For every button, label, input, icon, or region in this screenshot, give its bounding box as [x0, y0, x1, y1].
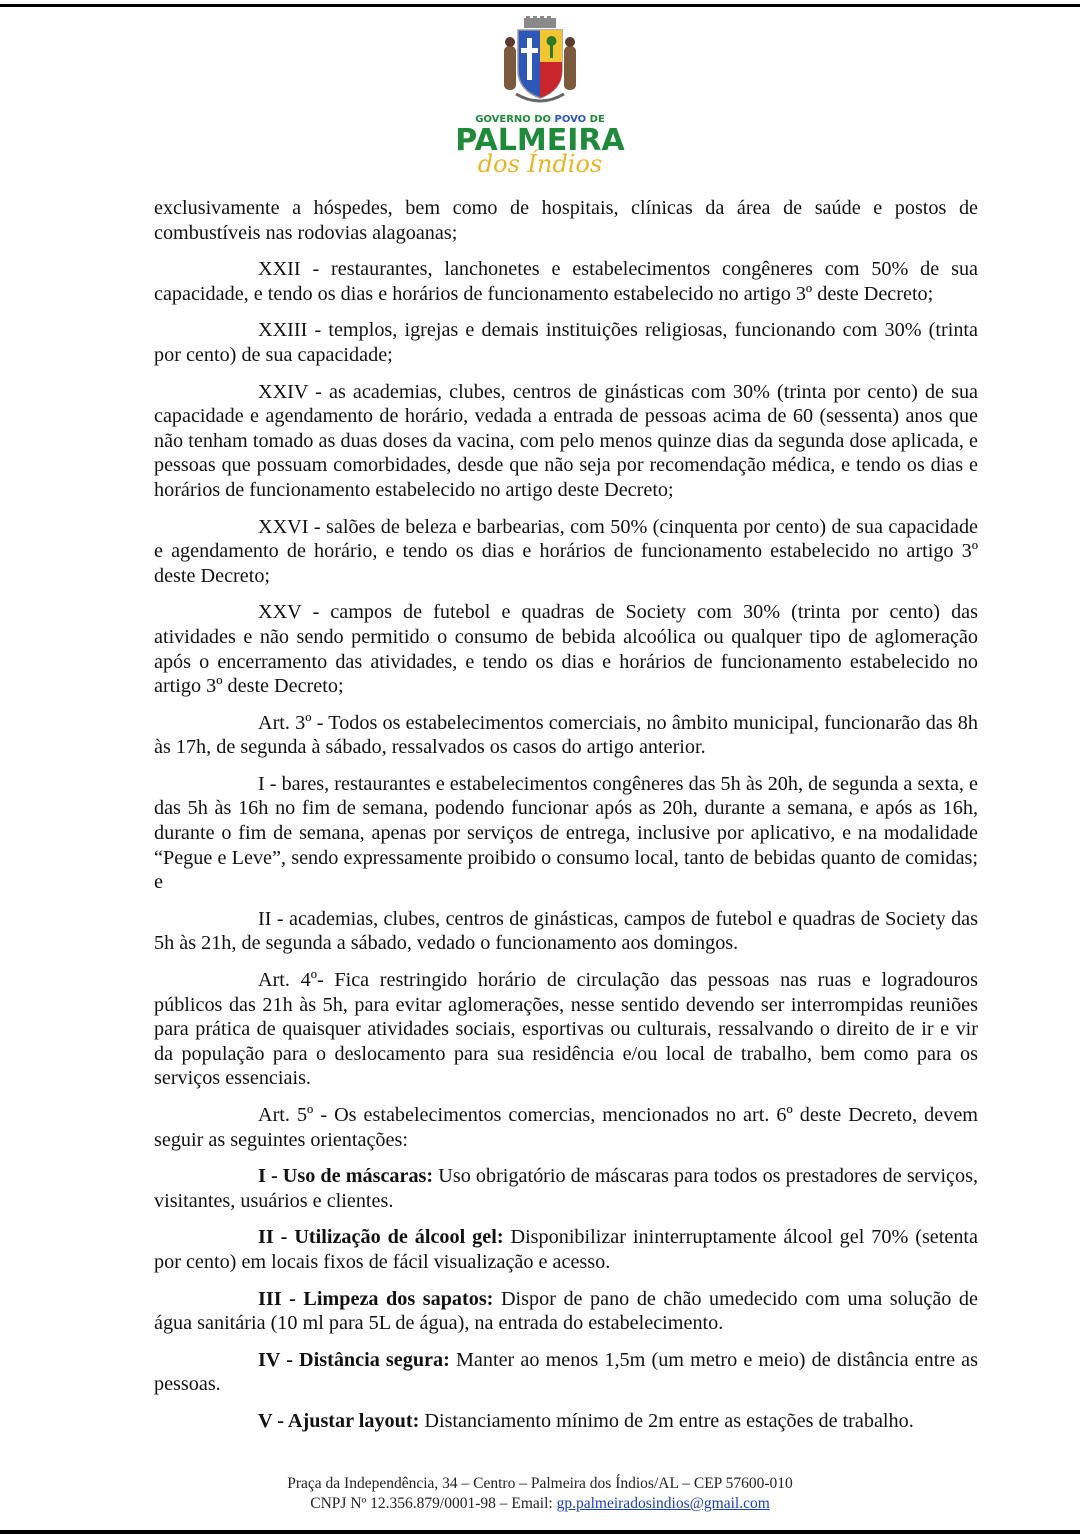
paragraph	[154, 1103, 978, 1152]
paragraph-text: Art. 5º - Os estabelecimentos comercias, mencionados no art. 6º deste Decreto, devem seguir as seguintes orientações:	[154, 1104, 978, 1151]
paragraph-heading: V - Ajustar layout:	[258, 1409, 420, 1432]
paragraph-text: XXVI - salões de beleza e barbearias, com 50% (cinquenta por cento) de sua capacidade e agendamento de horário, e tendo os dias e horários de funcionamento estabelecido no artigo 3º deste Decreto;	[154, 515, 978, 587]
logo-line1-suffix: DE	[586, 114, 605, 125]
footer-address: Praça da Independência, 34 – Centro – Palmeira dos Índios/AL – CEP 57600-010	[287, 1475, 793, 1492]
paragraph	[154, 1164, 978, 1213]
paragraph-text: Art. 3º - Todos os estabelecimentos comerciais, no âmbito municipal, funcionarão das 8h às 17h, de segunda à sábado, ressalvados os casos do artigo anterior.	[154, 711, 978, 759]
page-footer	[0, 1474, 1080, 1514]
paragraph	[154, 600, 978, 698]
logo-line1-prefix: GOVERNO DO	[475, 114, 555, 125]
paragraph-text: I - bares, restaurantes e estabelecimentos congêneres das 5h às 20h, de segunda a sexta, e das 5h às 16h no fim de semana, podendo funcionar após as 20h, durante a semana, e após as 16h, durante o fim de semana, apenas por serviços de entrega, inclusive por aplicativo, e na modalidade “Pegue e Leve”, sendo expressamente proibido o consumo local, tanto de bebidas quanto de comidas; e	[154, 772, 978, 894]
footer-email-link[interactable]: gp.palmeiradosindios@gmail.com	[556, 1495, 770, 1512]
header-logo	[452, 16, 628, 176]
paragraph	[154, 1225, 978, 1274]
paragraph-text: II - academias, clubes, centros de ginásticas, campos de futebol e quadras de Society das 5h às 21h, de segunda a sábado, vedado o funcionamento aos domingos.	[154, 907, 978, 955]
paragraph-heading: I - Uso de máscaras:	[258, 1165, 434, 1188]
paragraph-text: Manter ao menos 1,5m (um metro e meio) de distância entre as pessoas.	[154, 1348, 978, 1396]
paragraph-text: Disponibilizar ininterruptamente álcool gel 70% (setenta por cento) em locais fixos de fácil visualização e acesso.	[154, 1226, 978, 1273]
paragraph	[154, 1409, 978, 1434]
top-border-rule	[0, 4, 1080, 7]
logo-subtitle: dos Índios	[477, 150, 603, 176]
paragraph	[154, 772, 978, 895]
paragraph-text: XXIV - as academias, clubes, centros de ginásticas com 30% (trinta por cento) de sua capacidade e agendamento de horário, vedada a entrada de pessoas acima de 60 (sessenta) anos que não tenham tomado as duas doses da vacina, com pelo menos quinze dias da segunda dose aplicada, e pessoas que possuam comorbidades, desde que não seja por recomendação médica, e tendo os dias e horários de funcionamento estabelecido no artigo deste Decreto;	[154, 380, 978, 501]
footer-contact	[0, 1494, 1080, 1514]
logo-line1-highlight: POVO	[554, 114, 587, 125]
paragraph	[154, 380, 978, 503]
paragraph	[154, 196, 978, 245]
paragraph-heading: IV - Distância segura:	[258, 1348, 450, 1371]
paragraph-text: XXIII - templos, igrejas e demais instituições religiosas, funcionando com 30% (trinta por cento) de sua capacidade;	[154, 319, 978, 366]
paragraph	[154, 257, 978, 306]
paragraph	[154, 968, 978, 1091]
paragraph-text: XXII - restaurantes, lanchonetes e estabelecimentos congêneres com 50% de sua capacidade, e tendo os dias e horários de funcionamento estabelecido no artigo 3º deste Decreto;	[154, 258, 978, 305]
footer-cnpj: CNPJ Nº 12.356.879/0001-98 – Email:	[310, 1495, 557, 1512]
paragraph-heading: III - Limpeza dos sapatos:	[258, 1287, 494, 1310]
paragraph-heading: II - Utilização de álcool gel:	[258, 1226, 504, 1249]
paragraph	[154, 711, 978, 760]
paragraph-text: XXV - campos de futebol e quadras de Society com 30% (trinta por cento) das atividades e não sendo permitido o consumo de bebida alcoólica ou qualquer tipo de aglomeração após o encerramento das atividades, e tendo os dias e horários de funcionamento estabelecido no artigo 3º deste Decreto;	[154, 601, 978, 698]
coat-of-arms-icon	[452, 16, 628, 176]
paragraph	[154, 318, 978, 367]
bottom-border-rule	[0, 1530, 1080, 1534]
paragraph-text: Uso obrigatório de máscaras para todos os prestadores de serviços, visitantes, usuários e clientes.	[154, 1165, 979, 1212]
logo-title: PALMEIRA	[455, 123, 625, 158]
paragraph	[154, 907, 978, 956]
document-body	[154, 196, 978, 1446]
paragraph-text: Dispor de pano de chão umedecido com uma solução de água sanitária (10 ml para 5L de água), na entrada do estabelecimento.	[154, 1287, 978, 1335]
paragraph-text: exclusivamente a hóspedes, bem como de hospitais, clínicas da área de saúde e postos de combustíveis nas rodovias alagoanas;	[154, 197, 978, 244]
paragraph	[154, 1348, 978, 1397]
paragraph-text: Art. 4º- Fica restringido horário de circulação das pessoas nas ruas e logradouros públicos das 21h às 5h, para evitar aglomerações, nesse sentido devendo ser interrompidas reuniões para prática de quaisquer atividades sociais, esportivas ou culturais, ressalvando o direito de ir e vir da população para o deslocamento para sua residência e/ou local de trabalho, bem como para os serviços essenciais.	[154, 969, 978, 1090]
paragraph	[154, 1287, 978, 1336]
paragraph	[154, 515, 978, 589]
paragraph-text: Distanciamento mínimo de 2m entre as estações de trabalho.	[419, 1409, 914, 1432]
